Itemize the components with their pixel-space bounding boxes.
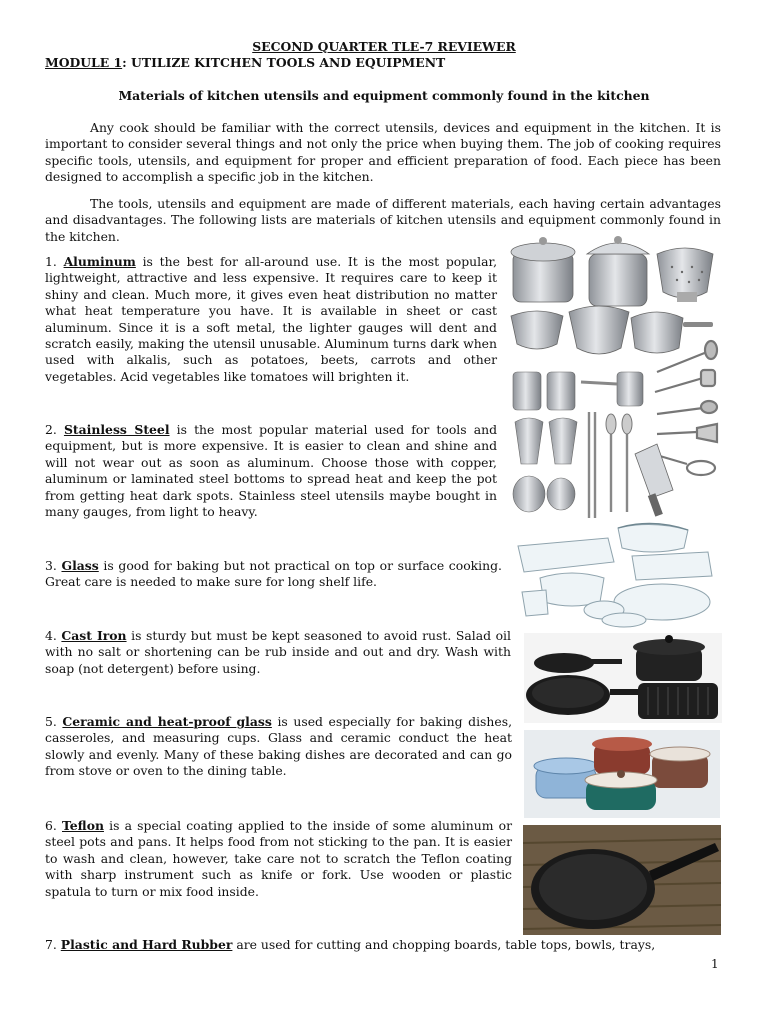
material-item-cast-iron bbox=[45, 628, 511, 677]
material-name: Teflon bbox=[62, 818, 104, 833]
teflon-pan-image bbox=[523, 825, 721, 935]
cast-iron-image bbox=[524, 633, 722, 723]
material-description: is a special coating applied to the inside of some aluminum or steel pots and pans. It helps food from not sticking to the pan. It is easier to wash and clean, however, take care not to scratch the Teflon coating with sharp instrument such as knife or fork. Use wooden or plastic spatula to turn or mix food inside. bbox=[45, 818, 512, 899]
module-heading bbox=[45, 55, 445, 71]
item-number: 1. bbox=[45, 254, 64, 269]
module-label: MODULE 1 bbox=[45, 55, 123, 70]
material-name: Aluminum bbox=[63, 254, 136, 269]
material-name: Glass bbox=[61, 558, 99, 573]
intro-paragraph-2: The tools, utensils and equipment are made of different materials, each having certain advantages and disadvantages. The following lists are materials of kitchen utensils and equipment commonly found in the kitchen. bbox=[45, 196, 721, 244]
material-description: is used especially for baking dishes, casseroles, and measuring cups. Glass and ceramic conduct the heat slowly and evenly. Many of these baking dishes are decorated and can go from stove or oven to the dining table. bbox=[45, 714, 513, 779]
material-description: is the most popular material used for tools and equipment, but is more expensive. It is easier to clean and shine and will not wear out as soon as aluminum. Choose those with copper, aluminum or laminated steel bottoms to spread heat and keep the pot from getting heat dark spots. Stainless steel utensils maybe bought in many gauges, from light to heavy. bbox=[45, 422, 498, 520]
document-title: SECOND QUARTER TLE-7 REVIEWER bbox=[252, 39, 516, 54]
module-title: : UTILIZE KITCHEN TOOLS AND EQUIPMENT bbox=[122, 55, 446, 70]
intro-paragraph-1: Any cook should be familiar with the correct utensils, devices and equipment in the kitchen. It is important to consider several things and not only the price when buying them. The job of cooking requires specific tools, utensils, and equipment for proper and efficient preparation of food. Each piece has been designed to accomplish a specific job in the kitchen. bbox=[45, 120, 721, 185]
material-description: is sturdy but must be kept seasoned to avoid rust. Salad oil with no salt or shortening can be rub inside and out and dry. Wash with soap (not detergent) before using. bbox=[45, 628, 511, 676]
glass-bakeware-image bbox=[512, 518, 718, 630]
stainless-cookware-image bbox=[507, 232, 725, 522]
material-item-plastic bbox=[45, 937, 721, 953]
item-number: 2. bbox=[45, 422, 64, 437]
item-number: 4. bbox=[45, 628, 62, 643]
material-description: are used for cutting and chopping boards, table tops, bowls, trays, bbox=[232, 937, 656, 952]
item-number: 3. bbox=[45, 558, 62, 573]
material-description: is good for baking but not practical on top or surface cooking. Great care is needed to make sure for long shelf life. bbox=[45, 558, 502, 590]
material-item-aluminum bbox=[45, 254, 497, 385]
page-number: 1 bbox=[711, 957, 719, 971]
item-number: 7. bbox=[45, 937, 61, 952]
material-name: Cast Iron bbox=[61, 628, 127, 643]
section-subtitle: Materials of kitchen utensils and equipment commonly found in the kitchen bbox=[118, 88, 650, 103]
item-number: 6. bbox=[45, 818, 62, 833]
material-item-ceramic bbox=[45, 714, 512, 780]
material-name: Plastic and Hard Rubber bbox=[60, 937, 233, 952]
ceramic-casserole-image bbox=[524, 730, 720, 818]
material-item-glass bbox=[45, 558, 502, 591]
item-number: 5. bbox=[45, 714, 63, 729]
material-name: Stainless Steel bbox=[63, 422, 170, 437]
material-name: Ceramic and heat-proof glass bbox=[62, 714, 272, 729]
material-item-stainless-steel bbox=[45, 422, 497, 520]
material-description: is the best for all-around use. It is the most popular, lightweight, attractive and less expensive. It requires care to keep it shiny and clean. Much more, it gives even heat distribution no matter what heat temperature you have. It is available in sheet or cast aluminum. Since it is a soft metal, the lighter gauges will dent and scratch easily, making the utensil unusable. Aluminum turns dark when used with alkalis, such as potatoes, beets, carrots and other vegetables. Acid vegetables like tomatoes will brighten it. bbox=[45, 254, 498, 384]
material-item-teflon bbox=[45, 818, 512, 900]
